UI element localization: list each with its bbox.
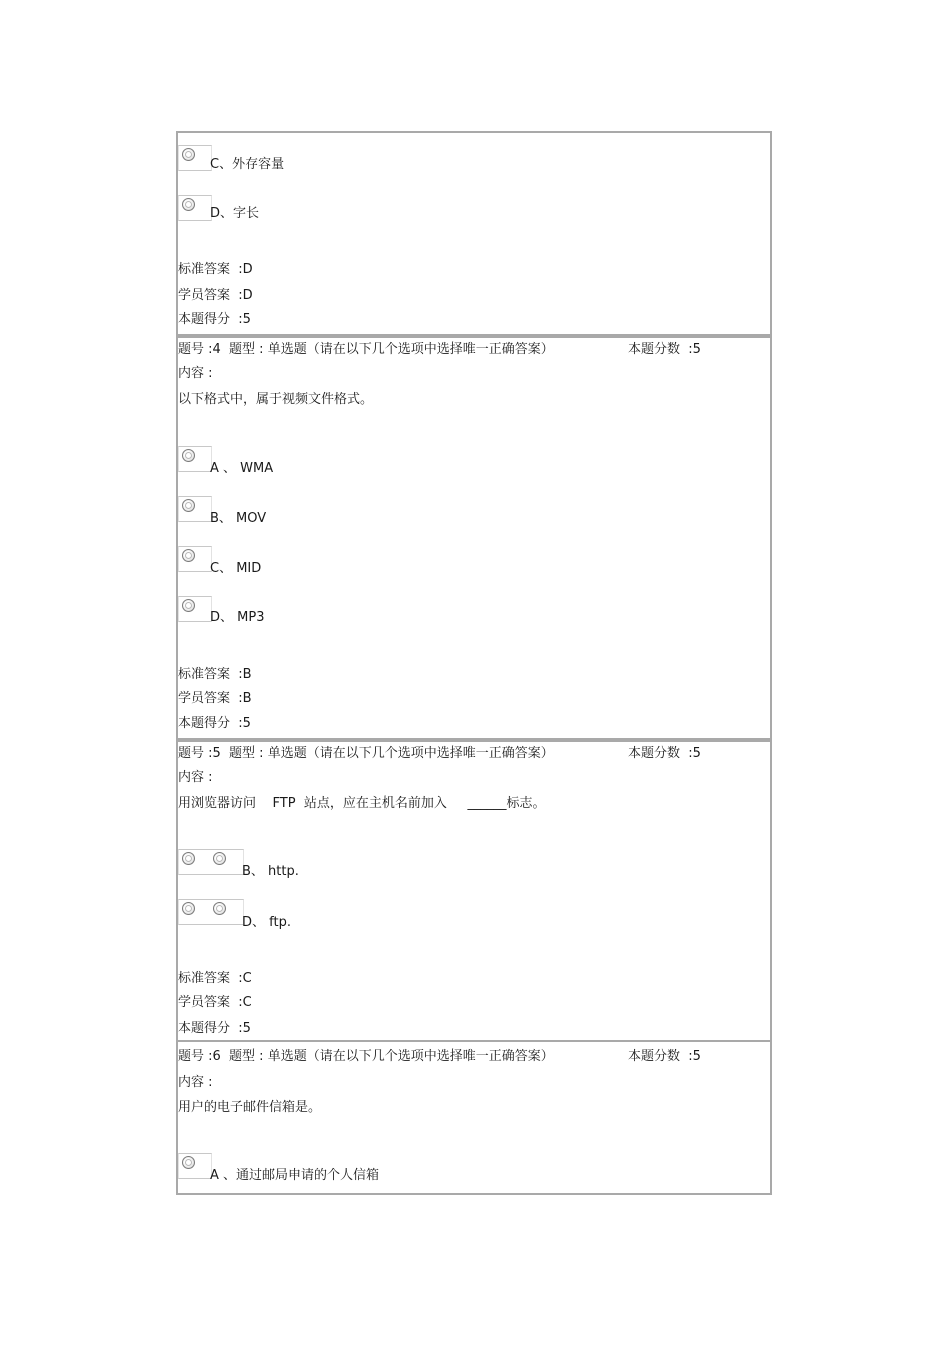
standard-answer: 标准答案 :C: [178, 971, 252, 986]
standard-answer: 标准答案 :D: [178, 262, 253, 277]
option-label: A 、 WMA: [210, 461, 274, 476]
option-radio-container[interactable]: [178, 596, 212, 622]
student-answer: 学员答案 :D: [178, 288, 253, 303]
option-label: D、字长: [210, 206, 260, 221]
student-answer: 学员答案 :B: [178, 691, 252, 706]
question-text: 以下格式中，属于视频文件格式。: [178, 392, 374, 407]
radio-button-icon[interactable]: [213, 852, 226, 865]
standard-answer: 标准答案 :B: [178, 667, 252, 682]
question-panel-5: [176, 740, 772, 1042]
question-points: 本题分数 :5: [628, 342, 701, 357]
option-radio-container[interactable]: [178, 145, 212, 171]
content-label: 内容 :: [178, 366, 213, 381]
option-radio-container[interactable]: [178, 195, 212, 221]
radio-button-icon[interactable]: [182, 499, 195, 512]
question-score: 本题得分 :5: [178, 1021, 251, 1036]
radio-button-icon[interactable]: [182, 1156, 195, 1169]
question-score: 本题得分 :5: [178, 716, 251, 731]
radio-button-icon[interactable]: [182, 902, 195, 915]
question-text: 用户的电子邮件信箱是。: [178, 1100, 322, 1115]
radio-button-icon[interactable]: [182, 599, 195, 612]
radio-button-icon[interactable]: [213, 902, 226, 915]
question-text: 用浏览器访问 FTP 站点，应在主机名前加入 ______标志。: [178, 796, 546, 811]
content-label: 内容 :: [178, 1075, 213, 1090]
question-header: 题号 :5 题型 : 单选题（请在以下几个选项中选择唯一正确答案）: [178, 746, 554, 761]
radio-button-icon[interactable]: [182, 449, 195, 462]
radio-button-icon[interactable]: [182, 148, 195, 161]
option-label: D、 MP3: [210, 610, 265, 625]
option-label: A 、通过邮局申请的个人信箱: [210, 1168, 380, 1183]
question-score: 本题得分 :5: [178, 312, 251, 327]
option-radio-container[interactable]: [178, 446, 212, 472]
radio-button-icon[interactable]: [182, 198, 195, 211]
student-answer: 学员答案 :C: [178, 995, 252, 1010]
option-label: C、外存容量: [210, 157, 285, 172]
option-radio-container[interactable]: [178, 1153, 212, 1179]
radio-button-icon[interactable]: [182, 549, 195, 562]
radio-button-icon[interactable]: [182, 852, 195, 865]
question-header: 题号 :4 题型 : 单选题（请在以下几个选项中选择唯一正确答案）: [178, 342, 554, 357]
question-panel-6: [176, 1040, 772, 1195]
option-radio-container[interactable]: [178, 899, 244, 925]
question-header: 题号 :6 题型 : 单选题（请在以下几个选项中选择唯一正确答案）: [178, 1049, 554, 1064]
question-panel-4: [176, 336, 772, 740]
question-points: 本题分数 :5: [628, 746, 701, 761]
option-radio-container[interactable]: [178, 849, 244, 875]
option-label: D、 ftp.: [242, 915, 291, 930]
option-radio-container[interactable]: [178, 546, 212, 572]
option-label: C、 MID: [210, 561, 262, 576]
question-points: 本题分数 :5: [628, 1049, 701, 1064]
option-label: B、 MOV: [210, 511, 267, 526]
content-label: 内容 :: [178, 770, 213, 785]
question-panel-3: [176, 131, 772, 336]
option-radio-container[interactable]: [178, 496, 212, 522]
option-label: B、 http.: [242, 864, 299, 879]
